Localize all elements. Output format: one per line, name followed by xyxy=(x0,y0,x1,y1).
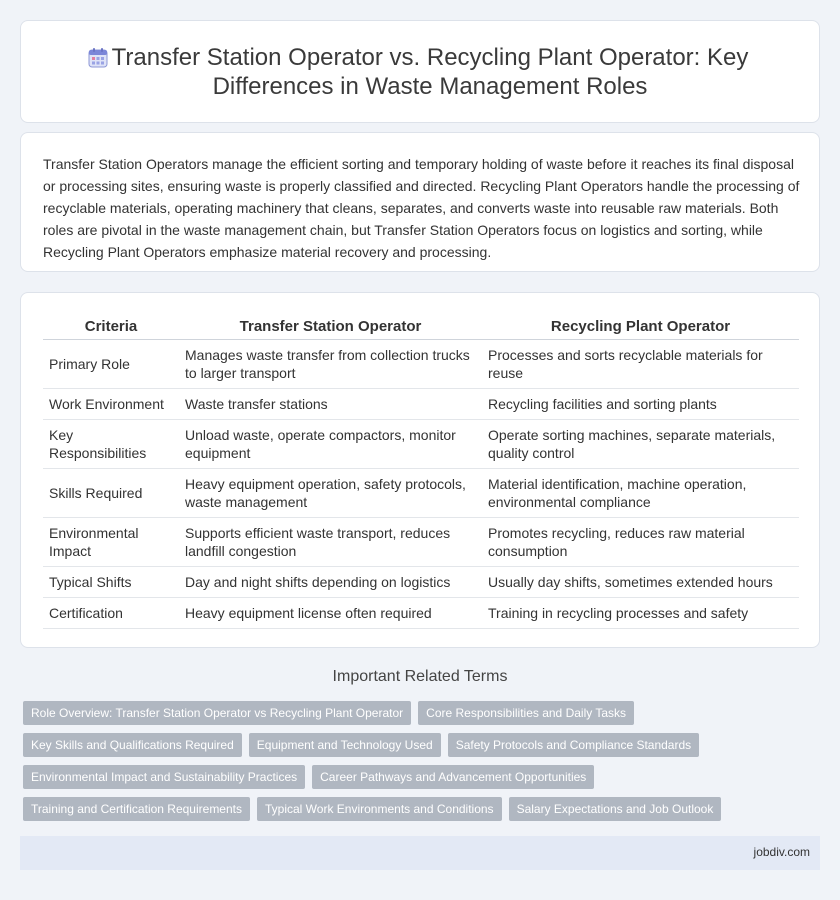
related-term-tag[interactable]: Salary Expectations and Job Outlook xyxy=(509,797,722,821)
related-term-tag[interactable]: Safety Protocols and Compliance Standards xyxy=(448,733,699,757)
table-row xyxy=(43,388,799,419)
criteria-cell: Environmental Impact xyxy=(43,517,179,566)
transfer-cell: Manages waste transfer from collection trucks to larger transport xyxy=(179,339,482,388)
footer-site-name[interactable]: jobdiv.com xyxy=(753,845,810,859)
footer-bar xyxy=(20,836,820,870)
transfer-cell: Supports efficient waste transport, reduces landfill congestion xyxy=(179,517,482,566)
related-term-tag[interactable]: Training and Certification Requirements xyxy=(23,797,250,821)
related-term-tag[interactable]: Career Pathways and Advancement Opportunities xyxy=(312,765,594,789)
comparison-table xyxy=(43,317,799,629)
intro-paragraph: Transfer Station Operators manage the efficient sorting and temporary holding of waste before it reaches its final disposal or processing sites, ensuring waste is properly classified and directed. Recycling Plant Operators handle the processing of recyclable materials, operating machinery that cleans, separates, and converts waste into reusable raw materials. Both roles are pivotal in the waste management chain, but Transfer Station Operators focus on logistics and sorting, while Recycling Plant Operators emphasize material recovery and processing. xyxy=(43,156,800,260)
transfer-cell: Day and night shifts depending on logistics xyxy=(179,566,482,597)
related-term-tag[interactable]: Equipment and Technology Used xyxy=(249,733,441,757)
criteria-cell: Key Responsibilities xyxy=(43,419,179,468)
recycling-cell: Recycling facilities and sorting plants xyxy=(482,388,799,419)
transfer-cell: Unload waste, operate compactors, monitor equipment xyxy=(179,419,482,468)
related-term-tag[interactable]: Key Skills and Qualifications Required xyxy=(23,733,242,757)
recycling-cell: Material identification, machine operation, environmental compliance xyxy=(482,468,799,517)
recycling-cell: Training in recycling processes and safety xyxy=(482,597,799,628)
recycling-cell: Usually day shifts, sometimes extended hours xyxy=(482,566,799,597)
table-row xyxy=(43,339,799,388)
criteria-cell: Typical Shifts xyxy=(43,566,179,597)
table-row xyxy=(43,468,799,517)
table-row xyxy=(43,566,799,597)
page-title: Transfer Station Operator vs. Recycling Plant Operator: Key Differences in Waste Management Roles xyxy=(111,44,749,100)
criteria-cell: Work Environment xyxy=(43,388,179,419)
criteria-cell: Certification xyxy=(43,597,179,628)
recycling-cell: Processes and sorts recyclable materials for reuse xyxy=(482,339,799,388)
transfer-cell: Heavy equipment operation, safety protocols, waste management xyxy=(179,468,482,517)
header-criteria: Criteria xyxy=(43,317,179,339)
criteria-cell: Skills Required xyxy=(43,468,179,517)
title-card xyxy=(20,20,820,123)
comparison-table-card xyxy=(20,292,820,648)
header-transfer-station: Transfer Station Operator xyxy=(179,317,482,339)
recycling-cell: Promotes recycling, reduces raw material consumption xyxy=(482,517,799,566)
related-term-tag[interactable]: Environmental Impact and Sustainability Practices xyxy=(23,765,305,789)
table-header-row xyxy=(43,317,799,339)
table-row xyxy=(43,597,799,628)
transfer-cell: Heavy equipment license often required xyxy=(179,597,482,628)
header-recycling-plant: Recycling Plant Operator xyxy=(482,317,799,339)
related-terms-heading: Important Related Terms xyxy=(332,668,508,685)
related-term-tag[interactable]: Core Responsibilities and Daily Tasks xyxy=(418,701,634,725)
related-term-tag[interactable]: Role Overview: Transfer Station Operator vs Recycling Plant Operator xyxy=(23,701,411,725)
related-terms-list xyxy=(23,701,813,829)
criteria-cell: Primary Role xyxy=(43,339,179,388)
transfer-cell: Waste transfer stations xyxy=(179,388,482,419)
table-row xyxy=(43,419,799,468)
intro-card xyxy=(20,132,820,272)
related-term-tag[interactable]: Typical Work Environments and Conditions xyxy=(257,797,502,821)
recycling-cell: Operate sorting machines, separate materials, quality control xyxy=(482,419,799,468)
table-row xyxy=(43,517,799,566)
